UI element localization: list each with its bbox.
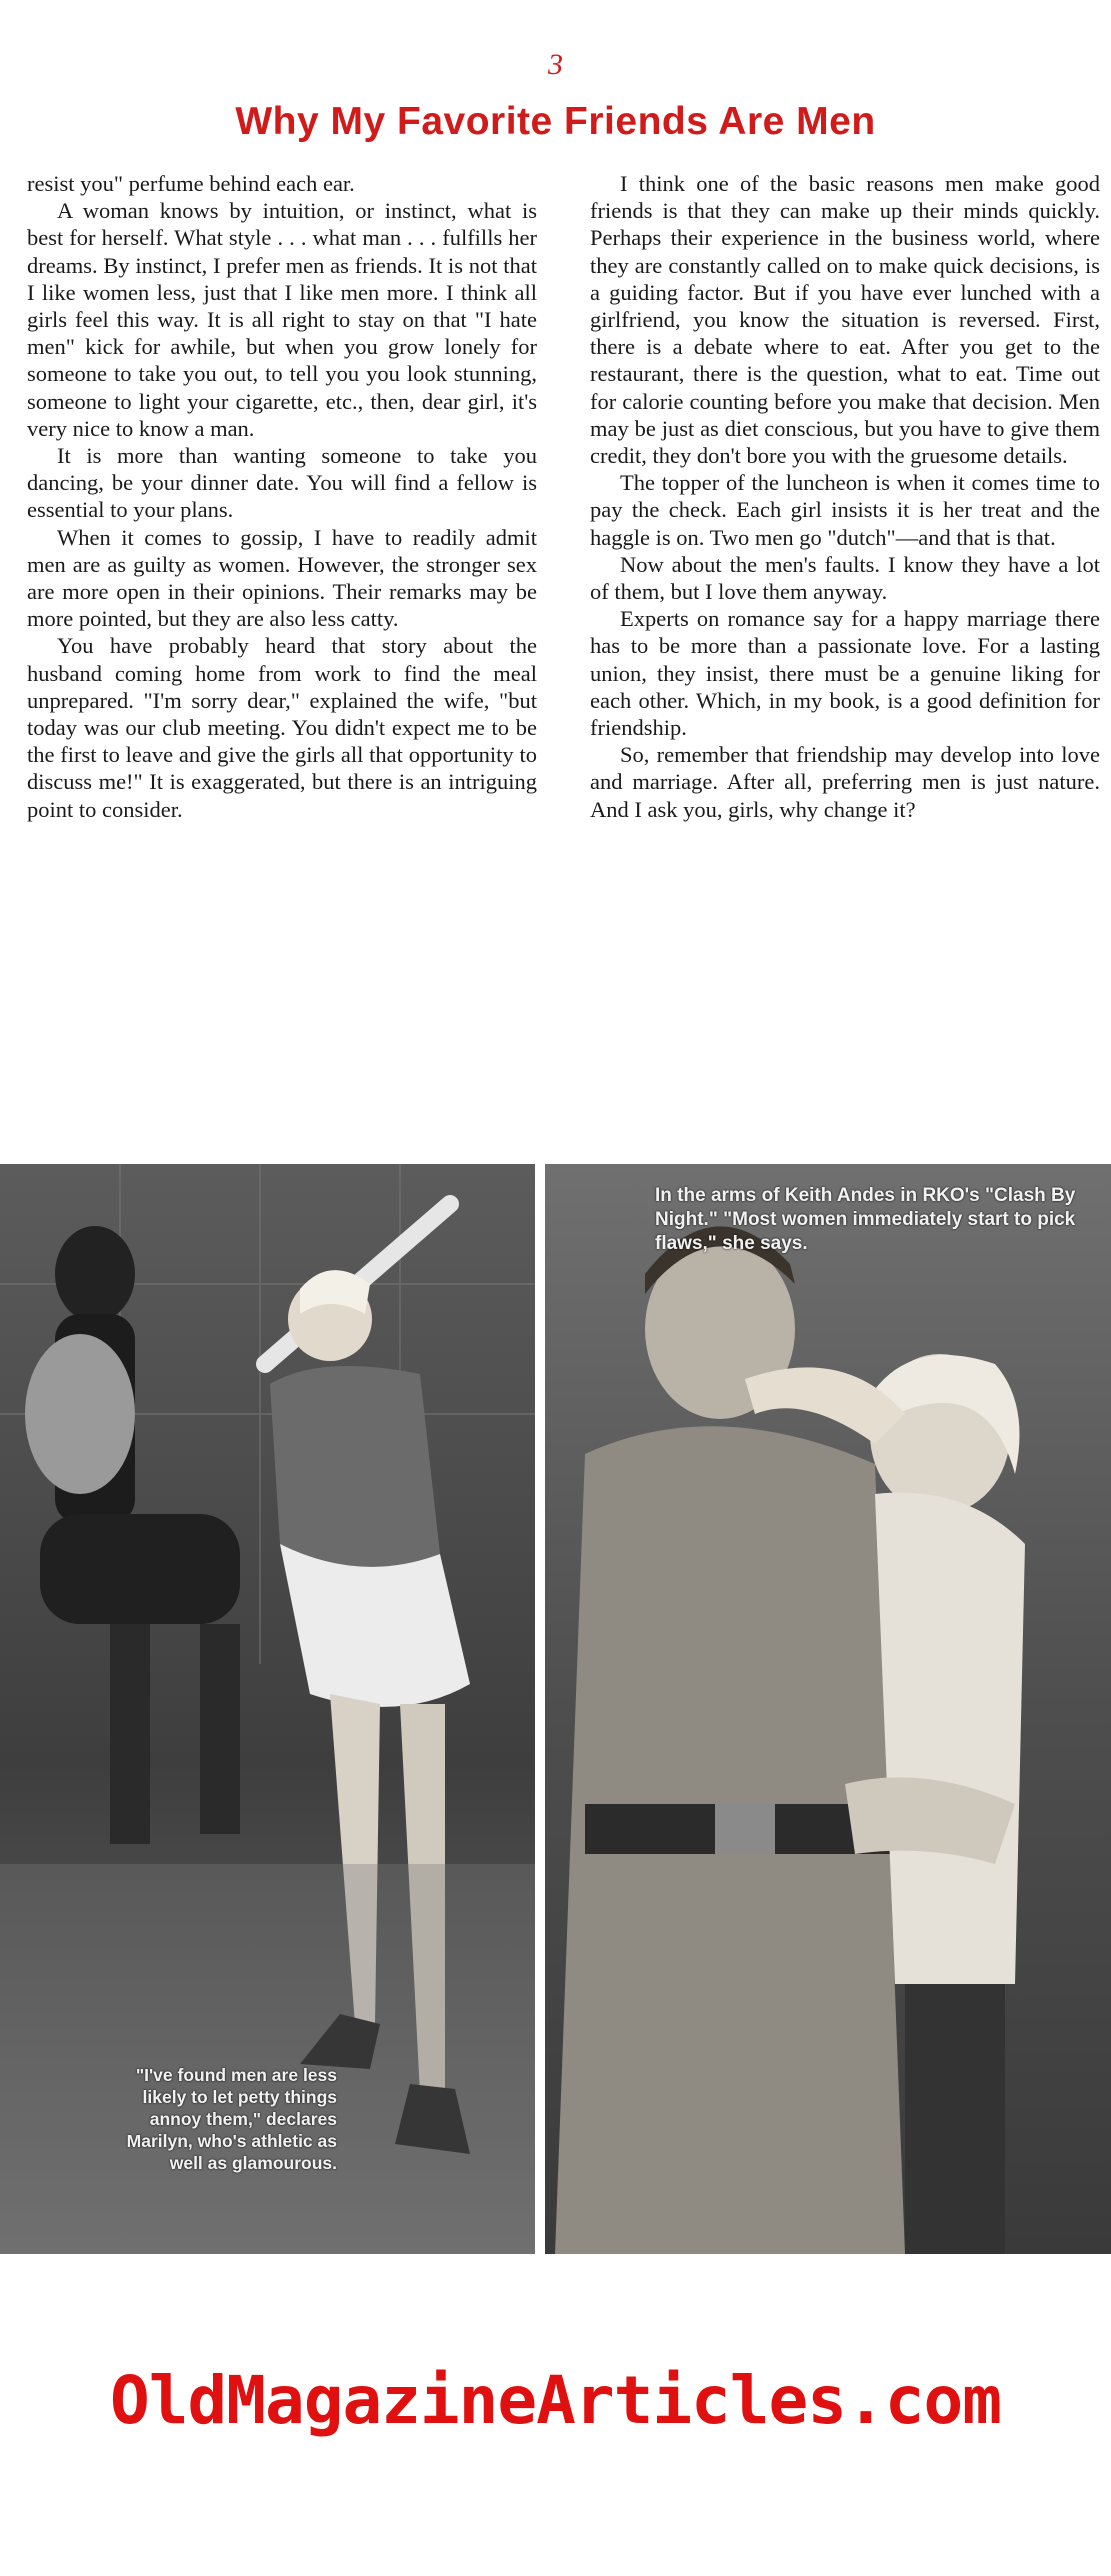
photo-caption-right: In the arms of Keith Andes in RKO's "Clash By Night." "Most women immediately start to pick flaws," she says. [655,1185,1076,1254]
paragraph: Experts on romance say for a happy marriage there has to be more than a passionate love. For a lasting union, they insist, there must be a genuine liking for each other. Which, in my book, is a good definition for friendship. [590,606,1100,741]
article-title: Why My Favorite Friends Are Men [235,100,876,143]
page-number: 3 [548,48,563,81]
couple-photo-illustration [545,1164,1111,2254]
photo-caption-left: "I've found men are less likely to let petty things annoy them," declares Marilyn, who's athletic as well as glamourous. [126,2065,337,2173]
paragraph: You have probably heard that story about the husband coming home from work to find the meal unprepared. "I'm sorry dear," explained the wife, "but today was our club meeting. You didn't expect me to be the first to leave and give the girls all that opportunity to discuss me!" It is exaggerated, but there is an intriguing point to consider. [27,633,537,822]
paragraph: A woman knows by intuition, or instinct, what is best for herself. What style . . . what man . . . fulfills her dreams. By instinct, I prefer men as friends. It is not that I like women less, just that I like men more. I think all girls feel this way. It is all right to stay on that "I hate men" kick for awhile, but when you grow lonely for someone to take you out, to tell you you look stunning, someone to light your cigarette, etc., then, dear girl, it's very nice to know a man. [27,198,537,441]
couple-photo [545,1164,1111,2254]
paragraph: It is more than wanting someone to take you dancing, be your dinner date. You will find a fellow is essential to your plans. [27,443,537,523]
paragraph: Now about the men's faults. I know they have a lot of them, but I love them anyway. [590,551,1100,605]
paragraph: So, remember that friendship may develop into love and marriage. After all, preferring men is just nature. And I ask you, girls, why change it? [590,742,1100,822]
site-watermark: OldMagazineArticles.com [110,2362,1001,2439]
paragraph: The topper of the luncheon is when it comes time to pay the check. Each girl insists it is her treat and the haggle is on. Two men go "dutch"—and that is that. [590,470,1100,550]
left-text-column [27,170,537,823]
right-text-column [590,170,1100,823]
paragraph: I think one of the basic reasons men make good friends is that they can make up their minds quickly. Perhaps their experience in the business world, where they are constantly called on to make quick decisions, is a guiding factor. But if you have ever lunched with a girlfriend, you know the situation is reversed. First, there is a debate where to eat. After you get to the restaurant, there is the question, what to eat. Time out for calorie counting before you make that decision. Men may be just as diet conscious, but you have to give them credit, they don't bore you with the gruesome details. [590,171,1100,469]
baseball-photo [0,1164,535,2254]
paragraph: resist you" perfume behind each ear. [27,171,355,196]
paragraph: When it comes to gossip, I have to readily admit men are as guilty as women. However, the stronger sex are more open in their opinions. Their remarks may be more pointed, but they are also less catty. [27,524,537,632]
